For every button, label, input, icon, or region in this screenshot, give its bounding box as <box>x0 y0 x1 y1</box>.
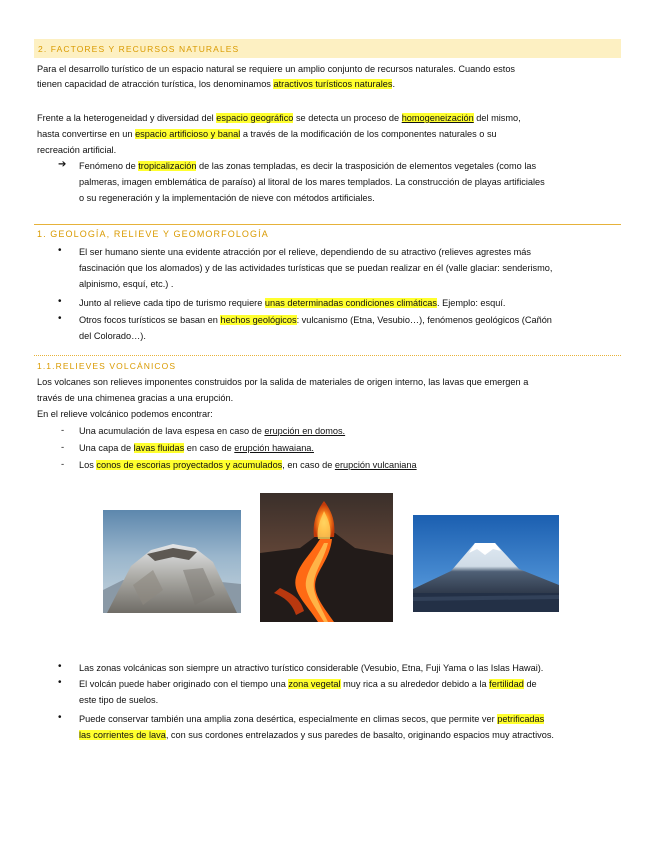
highlight: atractivos turísticos naturales <box>273 79 393 89</box>
paragraph-line: Para el desarrollo turístico de un espacio natural se requiere un amplio conjunto de recursos naturales. Cuando estos <box>37 64 516 74</box>
paragraph-line: Los volcanes son relieves imponentes construidos por la salida de materiales de origen interno, las lavas que emergen a <box>37 377 529 387</box>
highlight: tropicalización <box>138 161 197 171</box>
bullet-icon: • <box>58 661 62 672</box>
bullet-icon: • <box>58 677 62 688</box>
section-divider <box>34 355 621 356</box>
highlight: fertilidad <box>489 679 524 689</box>
list-item: Las zonas volcánicas son siempre un atractivo turístico considerable (Vesubio, Etna, Fuji Yama o las Islas Hawai). <box>79 663 544 673</box>
bullet-icon: • <box>58 245 62 256</box>
highlight: unas determinadas condiciones climáticas <box>264 298 438 308</box>
list-item-line: palmeras, imagen emblemática de paraíso) al litoral de los mares templados. La construcción de playas artificiales <box>79 177 545 187</box>
highlight: espacio artificioso y banal <box>135 129 241 139</box>
list-item: Una capa de lavas fluidas en caso de erupción hawaiana. <box>79 443 314 453</box>
bullet-icon: • <box>58 296 62 307</box>
highlight: hechos geológicos <box>220 315 297 325</box>
paragraph-line: través de una chimenea gracias a una erupción. <box>37 393 234 403</box>
paragraph-line: hasta convertirse en un espacio artificioso y banal a través de la modificación de los componentes naturales o su <box>37 129 497 139</box>
bullet-icon: • <box>58 313 62 324</box>
paragraph-line: recreación artificial. <box>37 145 117 155</box>
dash-bullet: - <box>61 442 65 453</box>
highlight: las corrientes de lava <box>79 730 166 740</box>
section-divider <box>34 224 621 225</box>
highlight: lavas fluidas <box>133 443 185 453</box>
lava-eruption-photo <box>260 493 393 622</box>
arrow-bullet-icon: ➔ <box>58 159 67 170</box>
dash-bullet: - <box>61 425 65 436</box>
list-item: Junto al relieve cada tipo de turismo requiere unas determinadas condiciones climáticas. Ejemplo: esquí. <box>79 298 506 308</box>
underlined-term: erupción vulcaniana <box>334 460 417 470</box>
highlight: espacio geográfico <box>216 113 294 123</box>
section-heading-geologia: 1. GEOLOGÍA, RELIEVE Y GEOMORFOLOGÍA <box>37 229 269 239</box>
underlined-term: erupción hawaiana. <box>234 443 314 453</box>
underlined-term: erupción en domos. <box>264 426 346 436</box>
list-item-line: las corrientes de lava, con sus cordones entrelazados y sus paredes de basalto, originando espacios muy atractivos. <box>79 730 554 740</box>
highlight: zona vegetal <box>288 679 341 689</box>
list-item-line: este tipo de suelos. <box>79 695 159 705</box>
volcano-dome-photo <box>103 510 241 613</box>
paragraph-line: Frente a la heterogeneidad y diversidad del espacio geográfico se detecta un proceso de homogeneización del mismo, <box>37 113 521 123</box>
section-heading-factores: 2. FACTORES Y RECURSOS NATURALES <box>38 44 240 54</box>
list-item: Los conos de escorias proyectados y acumulados, en caso de erupción vulcaniana <box>79 460 417 470</box>
section-heading-volcanicos: 1.1.RELIEVES VOLCÁNICOS <box>37 361 177 371</box>
list-item-line: del Colorado…). <box>79 331 146 341</box>
bullet-icon: • <box>58 712 62 723</box>
list-item: Otros focos turísticos se basan en hechos geológicos: vulcanismo (Etna, Vesubio…), fenómenos geológicos (Cañón <box>79 315 552 325</box>
dash-bullet: - <box>61 459 65 470</box>
list-item: Puede conservar también una amplia zona desértica, especialmente en climas secos, que permite ver petrificadas <box>79 714 545 724</box>
list-item-line: o su regeneración y la implementación de nieve con métodos artificiales. <box>79 193 375 203</box>
highlight: petrificadas <box>497 714 545 724</box>
list-item-line: alpinismo, esquí, etc.) . <box>79 279 174 289</box>
list-item: Una acumulación de lava espesa en caso de erupción en domos. <box>79 426 346 436</box>
snow-cone-volcano-photo <box>413 515 559 612</box>
paragraph-line: tienen capacidad de atracción turística, los denominamos atractivos turísticos naturales. <box>37 79 396 89</box>
highlight: homogeneización <box>401 113 474 123</box>
paragraph-line: En el relieve volcánico podemos encontrar: <box>37 409 213 419</box>
list-item: Fenómeno de tropicalización de las zonas templadas, es decir la trasposición de elementos vegetales (como las <box>79 161 537 171</box>
highlight: conos de escorias proyectados y acumulados <box>96 460 283 470</box>
list-item: El volcán puede haber originado con el tiempo una zona vegetal muy rica a su alrededor debido a la fertilidad de <box>79 679 537 689</box>
list-item: El ser humano siente una evidente atracción por el relieve, dependiendo de su atractivo (relieves agrestes más <box>79 247 531 257</box>
list-item-line: fascinación que los alomados) y de las actividades turísticas que se puedan realizar en él (valle glaciar: senderismo, <box>79 263 553 273</box>
